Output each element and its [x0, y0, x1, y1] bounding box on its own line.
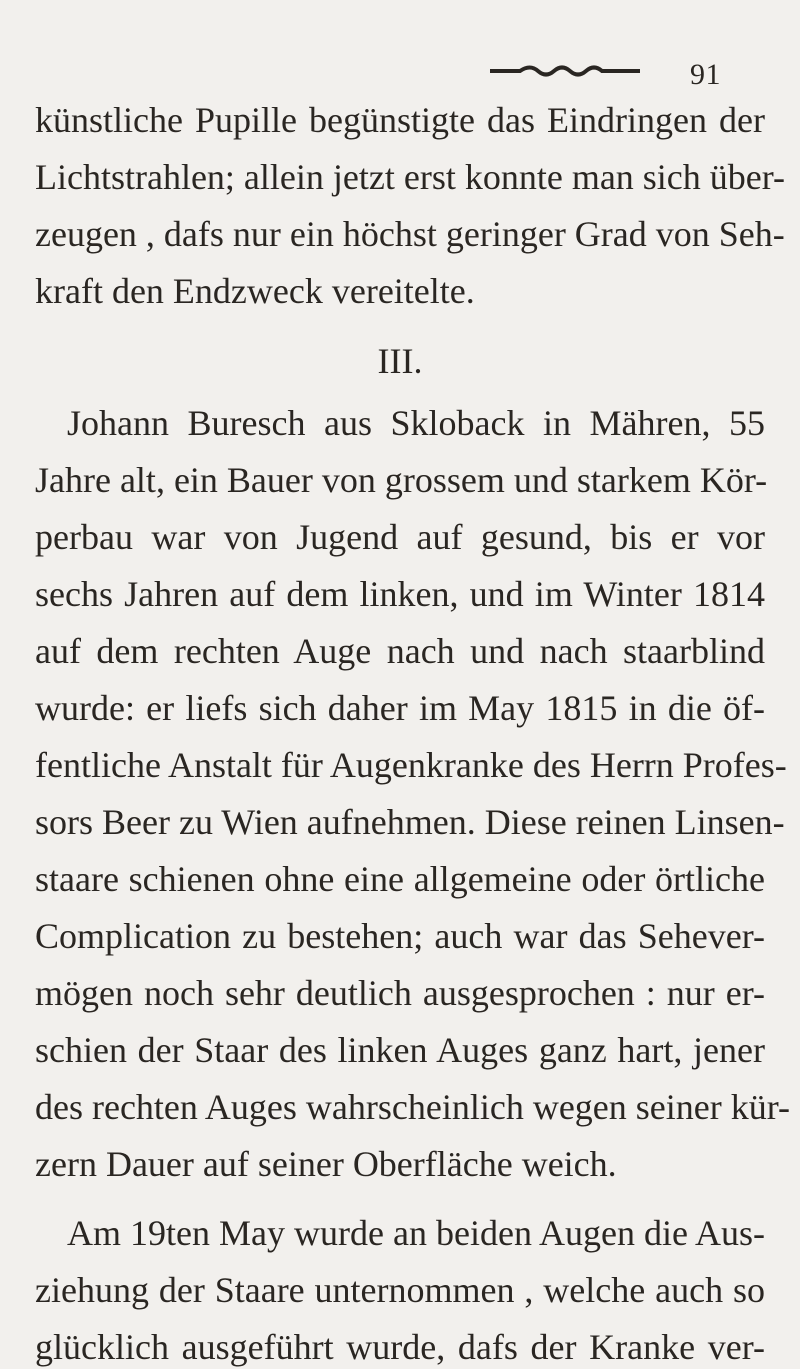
text-line: mögen noch sehr deutlich ausgesprochen : nur er-	[35, 973, 765, 1013]
text-line: auf dem rechten Auge nach und nach staarblind	[35, 631, 765, 671]
text-line: Am 19ten May wurde an beiden Augen die Aus-	[67, 1213, 765, 1253]
text-line: Johann Buresch aus Skloback in Mähren, 55	[67, 403, 765, 443]
page-number: 91	[690, 58, 721, 91]
text-line: staare schienen ohne eine allgemeine oder örtliche	[35, 859, 765, 899]
text-line: wurde: er liefs sich daher im May 1815 in die öf-	[35, 688, 765, 728]
text-line: schien der Staar des linken Auges ganz hart, jener	[35, 1030, 765, 1070]
text-line: perbau war von Jugend auf gesund, bis er vor	[35, 517, 765, 557]
text-line: sechs Jahren auf dem linken, und im Winter 1814	[35, 574, 765, 614]
text-line: Lichtstrahlen; allein jetzt erst konnte man sich über-	[35, 157, 786, 197]
section-heading: III.	[377, 341, 423, 381]
text-line: Complication zu bestehen; auch war das Sehever-	[35, 916, 765, 956]
text-line: künstliche Pupille begünstigte das Eindringen der	[35, 100, 765, 140]
wavy-rule-ornament	[490, 64, 640, 78]
text-line: sors Beer zu Wien aufnehmen. Diese reinen Linsen-	[35, 802, 785, 842]
text-line: fentliche Anstalt für Augenkranke des Herrn Profes-	[35, 745, 787, 785]
text-line: kraft den Endzweck vereitelte.	[35, 271, 475, 311]
text-line: Jahre alt, ein Bauer von grossem und starkem Kör-	[35, 460, 768, 500]
text-line: zern Dauer auf seiner Oberfläche weich.	[35, 1144, 617, 1184]
text-line: des rechten Auges wahrscheinlich wegen seiner kür-	[35, 1087, 790, 1127]
text-line: zeugen , dafs nur ein höchst geringer Grad von Seh-	[35, 214, 785, 254]
text-line: glücklich ausgeführt wurde, dafs der Kranke ver-	[35, 1327, 765, 1367]
text-line: ziehung der Staare unternommen , welche auch so	[35, 1270, 765, 1310]
